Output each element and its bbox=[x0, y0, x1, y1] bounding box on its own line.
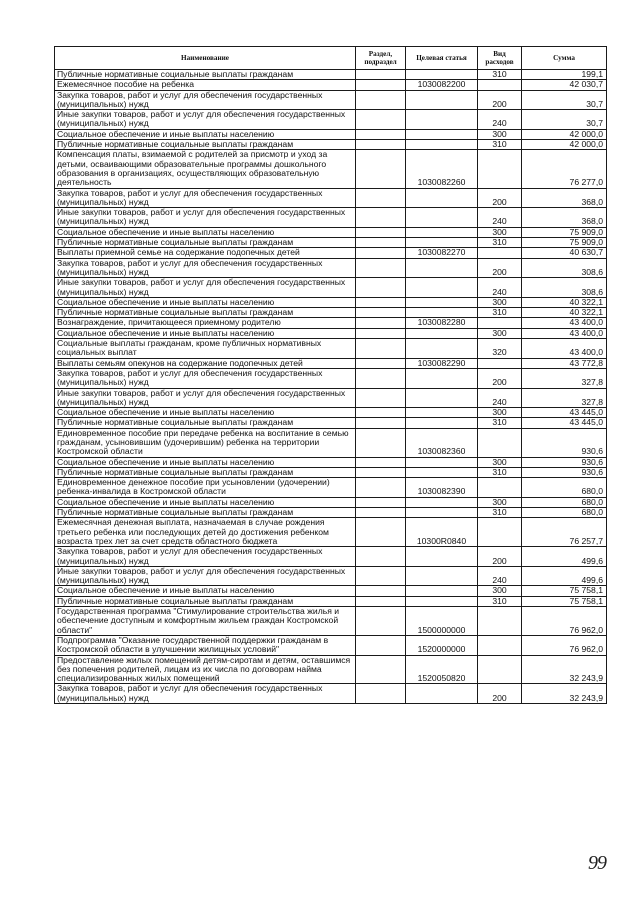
row-target-article-cell bbox=[406, 258, 478, 278]
row-target-article-cell: 1030082390 bbox=[406, 478, 478, 498]
table-row bbox=[55, 596, 607, 606]
row-expense-type-cell bbox=[478, 655, 522, 684]
row-expense-type-cell: 310 bbox=[478, 467, 522, 477]
row-name-cell: Публичные нормативные социальные выплаты гражданам bbox=[55, 308, 356, 318]
row-section-cell bbox=[356, 547, 406, 567]
row-expense-type-cell: 200 bbox=[478, 684, 522, 704]
row-expense-type-cell bbox=[478, 318, 522, 328]
row-amount-cell: 43 400,0 bbox=[522, 339, 607, 359]
table-row bbox=[55, 248, 607, 258]
row-amount-cell: 42 000,0 bbox=[522, 140, 607, 150]
row-expense-type-cell: 200 bbox=[478, 258, 522, 278]
row-expense-type-cell: 300 bbox=[478, 227, 522, 237]
row-target-article-cell bbox=[406, 368, 478, 388]
row-amount-cell: 32 243,9 bbox=[522, 684, 607, 704]
row-amount-cell: 43 445,0 bbox=[522, 418, 607, 428]
row-target-article-cell bbox=[406, 586, 478, 596]
row-amount-cell: 930,6 bbox=[522, 467, 607, 477]
row-section-cell bbox=[356, 110, 406, 130]
table-row bbox=[55, 328, 607, 338]
row-name-cell: Социальные выплаты гражданам, кроме публичных нормативных социальных выплат bbox=[55, 339, 356, 359]
table-row bbox=[55, 258, 607, 278]
row-name-cell: Публичные нормативные социальные выплаты гражданам bbox=[55, 596, 356, 606]
row-expense-type-cell: 240 bbox=[478, 278, 522, 298]
row-section-cell bbox=[356, 684, 406, 704]
table-row bbox=[55, 497, 607, 507]
row-amount-cell: 75 909,0 bbox=[522, 238, 607, 248]
row-target-article-cell bbox=[406, 684, 478, 704]
row-section-cell bbox=[356, 428, 406, 457]
table-row bbox=[55, 418, 607, 428]
row-target-article-cell: 1030082290 bbox=[406, 358, 478, 368]
row-expense-type-cell bbox=[478, 150, 522, 188]
row-expense-type-cell: 310 bbox=[478, 508, 522, 518]
row-target-article-cell bbox=[406, 508, 478, 518]
table-row bbox=[55, 140, 607, 150]
row-name-cell: Публичные нормативные социальные выплаты гражданам bbox=[55, 508, 356, 518]
row-name-cell: Социальное обеспечение и иные выплаты населению bbox=[55, 457, 356, 467]
row-section-cell bbox=[356, 140, 406, 150]
row-amount-cell: 43 400,0 bbox=[522, 328, 607, 338]
row-section-cell bbox=[356, 80, 406, 90]
row-amount-cell: 327,8 bbox=[522, 388, 607, 408]
row-section-cell bbox=[356, 467, 406, 477]
row-expense-type-cell bbox=[478, 428, 522, 457]
row-section-cell bbox=[356, 368, 406, 388]
page-number: 99 bbox=[588, 852, 606, 874]
row-target-article-cell bbox=[406, 408, 478, 418]
row-amount-cell: 75 758,1 bbox=[522, 586, 607, 596]
row-section-cell bbox=[356, 208, 406, 228]
row-section-cell bbox=[356, 258, 406, 278]
row-name-cell: Выплаты приемной семье на содержание подопечных детей bbox=[55, 248, 356, 258]
row-expense-type-cell: 310 bbox=[478, 596, 522, 606]
row-name-cell: Государственная программа "Стимулирование строительства жилья и обеспечение доступным и комфортным жильем граждан Костромской области" bbox=[55, 607, 356, 636]
row-amount-cell: 680,0 bbox=[522, 478, 607, 498]
row-expense-type-cell: 310 bbox=[478, 238, 522, 248]
row-name-cell: Социальное обеспечение и иные выплаты населению bbox=[55, 328, 356, 338]
row-name-cell: Иные закупки товаров, работ и услуг для обеспечения государственных (муниципальных) нужд bbox=[55, 566, 356, 586]
header-target-article: Целевая статья bbox=[406, 47, 478, 70]
row-target-article-cell bbox=[406, 70, 478, 80]
row-expense-type-cell: 300 bbox=[478, 457, 522, 467]
table-row bbox=[55, 297, 607, 307]
row-target-article-cell: 1030082270 bbox=[406, 248, 478, 258]
row-expense-type-cell: 310 bbox=[478, 418, 522, 428]
row-section-cell bbox=[356, 238, 406, 248]
row-section-cell bbox=[356, 318, 406, 328]
row-section-cell bbox=[356, 388, 406, 408]
row-expense-type-cell: 300 bbox=[478, 297, 522, 307]
row-target-article-cell: 1520000000 bbox=[406, 635, 478, 655]
table-row bbox=[55, 428, 607, 457]
row-name-cell: Закупка товаров, работ и услуг для обеспечения государственных (муниципальных) нужд bbox=[55, 258, 356, 278]
table-row bbox=[55, 388, 607, 408]
row-name-cell: Социальное обеспечение и иные выплаты населению bbox=[55, 297, 356, 307]
row-amount-cell: 43 772,8 bbox=[522, 358, 607, 368]
row-target-article-cell bbox=[406, 467, 478, 477]
row-target-article-cell bbox=[406, 339, 478, 359]
row-expense-type-cell bbox=[478, 518, 522, 547]
row-name-cell: Публичные нормативные социальные выплаты гражданам bbox=[55, 70, 356, 80]
row-name-cell: Публичные нормативные социальные выплаты гражданам bbox=[55, 418, 356, 428]
row-name-cell: Закупка товаров, работ и услуг для обеспечения государственных (муниципальных) нужд bbox=[55, 90, 356, 110]
row-section-cell bbox=[356, 308, 406, 318]
row-section-cell bbox=[356, 655, 406, 684]
row-amount-cell: 43 445,0 bbox=[522, 408, 607, 418]
row-expense-type-cell bbox=[478, 358, 522, 368]
row-target-article-cell bbox=[406, 596, 478, 606]
row-amount-cell: 308,6 bbox=[522, 278, 607, 298]
row-target-article-cell: 1500000000 bbox=[406, 607, 478, 636]
row-amount-cell: 32 243,9 bbox=[522, 655, 607, 684]
row-expense-type-cell: 300 bbox=[478, 328, 522, 338]
row-amount-cell: 75 758,1 bbox=[522, 596, 607, 606]
table-row bbox=[55, 318, 607, 328]
table-row bbox=[55, 188, 607, 208]
row-section-cell bbox=[356, 150, 406, 188]
header-expense-type: Вид расходов bbox=[478, 47, 522, 70]
row-name-cell: Иные закупки товаров, работ и услуг для обеспечения государственных (муниципальных) нужд bbox=[55, 208, 356, 228]
row-expense-type-cell bbox=[478, 635, 522, 655]
row-name-cell: Компенсация платы, взимаемой с родителей за присмотр и уход за детьми, осваивающими образовательные программы дошкольного образования в организациях, осуществляющих образовательную деятельность bbox=[55, 150, 356, 188]
table-row bbox=[55, 70, 607, 80]
table-row bbox=[55, 478, 607, 498]
row-section-cell bbox=[356, 596, 406, 606]
row-expense-type-cell: 240 bbox=[478, 208, 522, 228]
row-name-cell: Подпрограмма "Оказание государственной поддержки гражданам в Костромской области в улучшении жилищных условий" bbox=[55, 635, 356, 655]
row-amount-cell: 308,6 bbox=[522, 258, 607, 278]
row-name-cell: Единовременное денежное пособие при усыновлении (удочерении) ребенка-инвалида в Костромской области bbox=[55, 478, 356, 498]
row-name-cell: Предоставление жилых помещений детям-сиротам и детям, оставшимся без попечения родителей, лицам из их числа по договорам найма специализированных жилых помещений bbox=[55, 655, 356, 684]
table-header bbox=[55, 47, 607, 70]
row-expense-type-cell: 310 bbox=[478, 308, 522, 318]
table-row bbox=[55, 607, 607, 636]
table-row bbox=[55, 238, 607, 248]
row-amount-cell: 368,0 bbox=[522, 208, 607, 228]
row-name-cell: Вознаграждение, причитающееся приемному родителю bbox=[55, 318, 356, 328]
table-row bbox=[55, 90, 607, 110]
row-section-cell bbox=[356, 518, 406, 547]
row-expense-type-cell bbox=[478, 80, 522, 90]
row-expense-type-cell: 240 bbox=[478, 110, 522, 130]
row-name-cell: Социальное обеспечение и иные выплаты населению bbox=[55, 227, 356, 237]
row-amount-cell: 680,0 bbox=[522, 508, 607, 518]
row-amount-cell: 30,7 bbox=[522, 90, 607, 110]
header-section: Раздел, подраздел bbox=[356, 47, 406, 70]
row-section-cell bbox=[356, 635, 406, 655]
row-section-cell bbox=[356, 188, 406, 208]
table-body bbox=[55, 70, 607, 704]
row-amount-cell: 680,0 bbox=[522, 497, 607, 507]
row-expense-type-cell: 310 bbox=[478, 70, 522, 80]
table-row bbox=[55, 586, 607, 596]
row-target-article-cell: 1030082200 bbox=[406, 80, 478, 90]
row-target-article-cell bbox=[406, 208, 478, 228]
row-amount-cell: 499,6 bbox=[522, 547, 607, 567]
row-section-cell bbox=[356, 566, 406, 586]
row-target-article-cell bbox=[406, 457, 478, 467]
row-expense-type-cell: 310 bbox=[478, 140, 522, 150]
table-row bbox=[55, 110, 607, 130]
row-target-article-cell: 1520050820 bbox=[406, 655, 478, 684]
row-section-cell bbox=[356, 457, 406, 467]
row-section-cell bbox=[356, 586, 406, 596]
row-name-cell: Единовременное пособие при передаче ребенка на воспитание в семью гражданам, усыновившим (удочерившим) ребенка на территории Костромской области bbox=[55, 428, 356, 457]
row-name-cell: Ежемесячное пособие на ребенка bbox=[55, 80, 356, 90]
table-row bbox=[55, 278, 607, 298]
row-target-article-cell bbox=[406, 140, 478, 150]
table-row bbox=[55, 655, 607, 684]
row-section-cell bbox=[356, 418, 406, 428]
row-expense-type-cell: 200 bbox=[478, 547, 522, 567]
row-amount-cell: 30,7 bbox=[522, 110, 607, 130]
row-expense-type-cell: 320 bbox=[478, 339, 522, 359]
row-section-cell bbox=[356, 328, 406, 338]
row-amount-cell: 76 962,0 bbox=[522, 635, 607, 655]
row-amount-cell: 76 962,0 bbox=[522, 607, 607, 636]
row-name-cell: Иные закупки товаров, работ и услуг для обеспечения государственных (муниципальных) нужд bbox=[55, 278, 356, 298]
row-name-cell: Социальное обеспечение и иные выплаты населению bbox=[55, 408, 356, 418]
row-amount-cell: 42 030,7 bbox=[522, 80, 607, 90]
row-section-cell bbox=[356, 248, 406, 258]
table-row bbox=[55, 635, 607, 655]
table-row bbox=[55, 684, 607, 704]
row-target-article-cell bbox=[406, 110, 478, 130]
row-amount-cell: 42 000,0 bbox=[522, 129, 607, 139]
row-name-cell: Публичные нормативные социальные выплаты гражданам bbox=[55, 467, 356, 477]
row-section-cell bbox=[356, 339, 406, 359]
table-row bbox=[55, 358, 607, 368]
table-row bbox=[55, 339, 607, 359]
row-target-article-cell bbox=[406, 566, 478, 586]
header-amount: Сумма bbox=[522, 47, 607, 70]
row-name-cell: Иные закупки товаров, работ и услуг для обеспечения государственных (муниципальных) нужд bbox=[55, 388, 356, 408]
row-section-cell bbox=[356, 508, 406, 518]
row-target-article-cell bbox=[406, 497, 478, 507]
row-section-cell bbox=[356, 278, 406, 298]
row-target-article-cell bbox=[406, 388, 478, 408]
row-name-cell: Выплаты семьям опекунов на содержание подопечных детей bbox=[55, 358, 356, 368]
budget-table bbox=[54, 46, 607, 704]
table-row bbox=[55, 308, 607, 318]
table-row bbox=[55, 208, 607, 228]
header-name: Наименование bbox=[55, 47, 356, 70]
row-target-article-cell bbox=[406, 227, 478, 237]
row-target-article-cell bbox=[406, 129, 478, 139]
row-expense-type-cell bbox=[478, 607, 522, 636]
row-name-cell: Закупка товаров, работ и услуг для обеспечения государственных (муниципальных) нужд bbox=[55, 368, 356, 388]
row-target-article-cell: 1030082260 bbox=[406, 150, 478, 188]
table-row bbox=[55, 467, 607, 477]
row-expense-type-cell: 200 bbox=[478, 368, 522, 388]
row-amount-cell: 75 909,0 bbox=[522, 227, 607, 237]
row-amount-cell: 40 322,1 bbox=[522, 308, 607, 318]
row-expense-type-cell: 300 bbox=[478, 408, 522, 418]
row-section-cell bbox=[356, 129, 406, 139]
table-row bbox=[55, 80, 607, 90]
table-row bbox=[55, 547, 607, 567]
row-section-cell bbox=[356, 297, 406, 307]
row-section-cell bbox=[356, 358, 406, 368]
row-section-cell bbox=[356, 478, 406, 498]
row-expense-type-cell: 300 bbox=[478, 586, 522, 596]
row-amount-cell: 327,8 bbox=[522, 368, 607, 388]
row-name-cell: Ежемесячная денежная выплата, назначаемая в случае рождения третьего ребенка или последующих детей до достижения ребенком возраста трех лет за счет средств областного бюджета bbox=[55, 518, 356, 547]
row-target-article-cell bbox=[406, 328, 478, 338]
row-section-cell bbox=[356, 497, 406, 507]
row-expense-type-cell: 240 bbox=[478, 566, 522, 586]
row-name-cell: Социальное обеспечение и иные выплаты населению bbox=[55, 129, 356, 139]
row-target-article-cell bbox=[406, 308, 478, 318]
row-target-article-cell bbox=[406, 297, 478, 307]
row-expense-type-cell bbox=[478, 478, 522, 498]
row-amount-cell: 76 257,7 bbox=[522, 518, 607, 547]
table-row bbox=[55, 518, 607, 547]
row-amount-cell: 930,6 bbox=[522, 457, 607, 467]
row-name-cell: Закупка товаров, работ и услуг для обеспечения государственных (муниципальных) нужд bbox=[55, 547, 356, 567]
row-target-article-cell bbox=[406, 90, 478, 110]
row-target-article-cell: 1030082360 bbox=[406, 428, 478, 457]
row-amount-cell: 368,0 bbox=[522, 188, 607, 208]
row-amount-cell: 199,1 bbox=[522, 70, 607, 80]
row-amount-cell: 40 322,1 bbox=[522, 297, 607, 307]
row-name-cell: Закупка товаров, работ и услуг для обеспечения государственных (муниципальных) нужд bbox=[55, 684, 356, 704]
row-expense-type-cell bbox=[478, 248, 522, 258]
row-amount-cell: 40 630,7 bbox=[522, 248, 607, 258]
table-row bbox=[55, 508, 607, 518]
row-expense-type-cell: 200 bbox=[478, 90, 522, 110]
row-section-cell bbox=[356, 90, 406, 110]
row-expense-type-cell: 200 bbox=[478, 188, 522, 208]
row-name-cell: Социальное обеспечение и иные выплаты населению bbox=[55, 586, 356, 596]
table-row bbox=[55, 408, 607, 418]
row-name-cell: Закупка товаров, работ и услуг для обеспечения государственных (муниципальных) нужд bbox=[55, 188, 356, 208]
row-expense-type-cell: 300 bbox=[478, 497, 522, 507]
row-section-cell bbox=[356, 408, 406, 418]
row-name-cell: Публичные нормативные социальные выплаты гражданам bbox=[55, 140, 356, 150]
row-section-cell bbox=[356, 607, 406, 636]
row-target-article-cell bbox=[406, 238, 478, 248]
row-name-cell: Публичные нормативные социальные выплаты гражданам bbox=[55, 238, 356, 248]
row-amount-cell: 43 400,0 bbox=[522, 318, 607, 328]
row-amount-cell: 930,6 bbox=[522, 428, 607, 457]
row-expense-type-cell: 240 bbox=[478, 388, 522, 408]
table-row bbox=[55, 150, 607, 188]
row-target-article-cell: 10300R0840 bbox=[406, 518, 478, 547]
row-section-cell bbox=[356, 70, 406, 80]
row-target-article-cell bbox=[406, 188, 478, 208]
table-row bbox=[55, 368, 607, 388]
row-amount-cell: 499,6 bbox=[522, 566, 607, 586]
row-target-article-cell bbox=[406, 547, 478, 567]
table-row bbox=[55, 227, 607, 237]
row-name-cell: Социальное обеспечение и иные выплаты населению bbox=[55, 497, 356, 507]
row-name-cell: Иные закупки товаров, работ и услуг для обеспечения государственных (муниципальных) нужд bbox=[55, 110, 356, 130]
row-target-article-cell: 1030082280 bbox=[406, 318, 478, 328]
table-row bbox=[55, 566, 607, 586]
table-row bbox=[55, 457, 607, 467]
row-target-article-cell bbox=[406, 418, 478, 428]
table-row bbox=[55, 129, 607, 139]
header-row bbox=[55, 47, 607, 70]
row-amount-cell: 76 277,0 bbox=[522, 150, 607, 188]
row-target-article-cell bbox=[406, 278, 478, 298]
row-section-cell bbox=[356, 227, 406, 237]
row-expense-type-cell: 300 bbox=[478, 129, 522, 139]
